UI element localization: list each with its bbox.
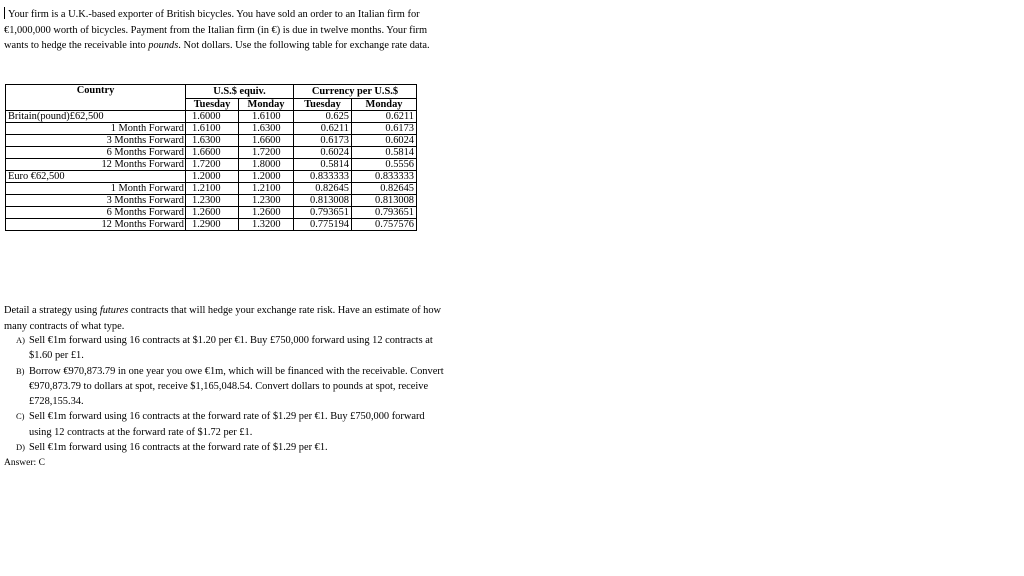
intro-text-b: . Not dollars. Use the following table for exchange rate data.: [178, 40, 430, 51]
cur-tuesday-cell: 0.833333: [294, 171, 352, 183]
usd-monday-header: Monday: [239, 99, 294, 111]
usd-tuesday-cell: 1.7200: [186, 159, 239, 171]
usd-tuesday-cell: 1.2600: [186, 207, 239, 219]
cur-tuesday-cell: 0.6024: [294, 147, 352, 159]
cur-tuesday-cell: 0.82645: [294, 183, 352, 195]
cur-tuesday-header: Tuesday: [294, 99, 352, 111]
usd-tuesday-cell: 1.6100: [186, 123, 239, 135]
usd-monday-cell: 1.8000: [239, 159, 294, 171]
usd-monday-cell: 1.2000: [239, 171, 294, 183]
cur-monday-cell: 0.5556: [352, 159, 417, 171]
cur-tuesday-cell: 0.793651: [294, 207, 352, 219]
option-d: [4, 440, 444, 455]
option-letter: C): [16, 411, 25, 422]
option-letter: D): [16, 442, 25, 453]
cur-tuesday-cell: 0.5814: [294, 159, 352, 171]
table-row: [6, 147, 417, 159]
usd-tuesday-cell: 1.2100: [186, 183, 239, 195]
row-label: 12 Months Forward: [6, 219, 186, 231]
cur-monday-cell: 0.82645: [352, 183, 417, 195]
exchange-rate-table: [5, 84, 417, 231]
question-intro: [4, 7, 444, 54]
intro-text-a: Your firm is a U.K.-based exporter of British bicycles. You have sold an order to an Italian firm for €1,000,000 worth of bicycles. Payment from the Italian firm (in €) is due in twelve months. Your firm wants to hedge the receivable into: [4, 9, 428, 51]
option-text: Sell €1m forward using 16 contracts at the forward rate of $1.29 per €1. Buy £750,000 forward using 12 contracts at the forward rate of $1.72 per £1.: [29, 411, 425, 438]
row-label: 6 Months Forward: [6, 147, 186, 159]
option-b: [4, 364, 444, 410]
usd-monday-cell: 1.2600: [239, 207, 294, 219]
option-letter: A): [16, 335, 25, 345]
row-label: 1 Month Forward: [6, 183, 186, 195]
question-text-a: Detail a strategy using: [4, 305, 100, 316]
usd-monday-cell: 1.6300: [239, 123, 294, 135]
usd-tuesday-header: Tuesday: [186, 99, 239, 111]
usd-tuesday-cell: 1.2300: [186, 195, 239, 207]
table-row: [6, 183, 417, 195]
cur-monday-cell: 0.5814: [352, 147, 417, 159]
cur-monday-cell: 0.6211: [352, 111, 417, 123]
usd-tuesday-cell: 1.6600: [186, 147, 239, 159]
row-label: 6 Months Forward: [6, 207, 186, 219]
answer-key: Answer: C: [4, 458, 45, 468]
currency-per-usd-header: Currency per U.S.$: [294, 85, 417, 99]
cur-tuesday-cell: 0.6173: [294, 135, 352, 147]
option-text: Sell €1m forward using 16 contracts at $1.20 per €1. Buy £750,000 forward using 12 contracts at $1.60 per £1.: [29, 335, 433, 362]
option-letter: B): [16, 365, 25, 376]
usd-tuesday-cell: 1.2900: [186, 219, 239, 231]
question-italic: futures: [99, 305, 129, 316]
cur-monday-cell: 0.6173: [352, 123, 417, 135]
cur-tuesday-cell: 0.625: [294, 111, 352, 123]
usd-monday-cell: 1.2300: [239, 195, 294, 207]
row-label: Euro €62,500: [6, 171, 186, 183]
usd-monday-cell: 1.2100: [239, 183, 294, 195]
usd-tuesday-cell: 1.6300: [186, 135, 239, 147]
usd-tuesday-cell: 1.6000: [186, 111, 239, 123]
question-prompt: [4, 303, 444, 334]
answer-options: [4, 333, 444, 455]
cur-monday-cell: 0.793651: [352, 207, 417, 219]
option-text: Sell €1m forward using 16 contracts at the forward rate of $1.29 per €1.: [29, 442, 328, 454]
option-text: Borrow €970,873.79 in one year you owe €1m, which will be financed with the receivable. Convert €970,873.79 to dollars at spot, receive $1,165,048.54. Convert dollars to pounds at spot, receive £728,155.34.: [29, 365, 444, 408]
table-row: [6, 171, 417, 183]
text-cursor-mark: [4, 7, 5, 19]
cur-monday-cell: 0.833333: [352, 171, 417, 183]
usd-tuesday-cell: 1.2000: [186, 171, 239, 183]
usd-monday-cell: 1.6100: [239, 111, 294, 123]
usd-equiv-header: U.S.$ equiv.: [186, 85, 294, 99]
usd-monday-cell: 1.7200: [239, 147, 294, 159]
table-row: [6, 111, 417, 123]
usd-monday-cell: 1.3200: [239, 219, 294, 231]
question-text-b: contracts that will hedge your exchange rate risk. Have an estimate of how many contracts of what type.: [4, 305, 442, 332]
cur-monday-header: Monday: [352, 99, 417, 111]
option-a: [4, 333, 444, 364]
table-row: [6, 159, 417, 171]
cur-monday-cell: 0.757576: [352, 219, 417, 231]
usd-monday-cell: 1.6600: [239, 135, 294, 147]
table-row: [6, 123, 417, 135]
cur-monday-cell: 0.813008: [352, 195, 417, 207]
country-header: Country: [6, 85, 186, 111]
cur-tuesday-cell: 0.813008: [294, 195, 352, 207]
row-label: 1 Month Forward: [6, 123, 186, 135]
row-label: 3 Months Forward: [6, 135, 186, 147]
table-header-row: [6, 85, 417, 99]
option-c: [4, 409, 444, 440]
table-row: [6, 207, 417, 219]
row-label: Britain(pound)£62,500: [6, 111, 186, 123]
row-label: 12 Months Forward: [6, 159, 186, 171]
table-row: [6, 135, 417, 147]
cur-monday-cell: 0.6024: [352, 135, 417, 147]
row-label: 3 Months Forward: [6, 195, 186, 207]
cur-tuesday-cell: 0.775194: [294, 219, 352, 231]
table-row: [6, 195, 417, 207]
table-row: [6, 219, 417, 231]
intro-italic: pounds: [148, 40, 179, 51]
cur-tuesday-cell: 0.6211: [294, 123, 352, 135]
